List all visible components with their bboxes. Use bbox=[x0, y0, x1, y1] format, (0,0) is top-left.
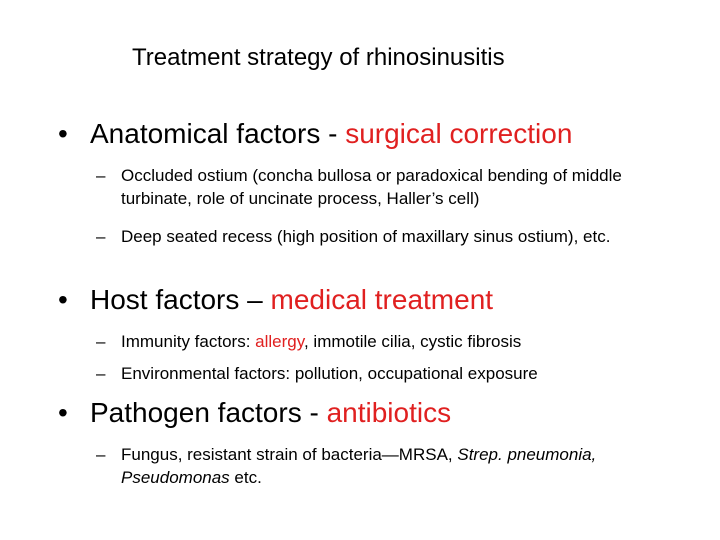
bullet-label: Pathogen factors - bbox=[90, 397, 327, 428]
sub-item bbox=[96, 362, 696, 385]
sub-text bbox=[96, 443, 696, 489]
bullet-highlight: antibiotics bbox=[326, 397, 452, 428]
bullet-highlight: medical treatment bbox=[270, 284, 494, 315]
sub-dash: – bbox=[96, 166, 106, 185]
bullet-host-factors bbox=[58, 284, 493, 316]
sub-text: Environmental factors: pollution, occupational exposure bbox=[121, 364, 538, 383]
sub-text-part: Fungus, resistant strain of bacteria—MRSA, bbox=[121, 445, 458, 464]
bullet-marker: • bbox=[58, 397, 68, 428]
bullet-label: Anatomical factors - bbox=[90, 118, 346, 149]
sub-text: Deep seated recess (high position of maxillary sinus ostium), etc. bbox=[121, 227, 611, 246]
sub-text: Occluded ostium (concha bullosa or paradoxical bending of middle turbinate, role of uncinate process, Haller’s cell) bbox=[121, 166, 622, 208]
sub-dash: – bbox=[96, 227, 106, 246]
bullet-highlight: surgical correction bbox=[345, 118, 573, 149]
bullet-marker: • bbox=[58, 284, 68, 315]
sub-text bbox=[96, 330, 696, 353]
sub-dash: – bbox=[96, 364, 106, 383]
sub-item bbox=[96, 225, 696, 248]
sub-text-italic: Pseudomonas bbox=[121, 468, 230, 487]
bullet-anatomical-factors bbox=[58, 118, 572, 150]
sub-text-part: etc. bbox=[229, 468, 262, 487]
sub-dash: – bbox=[96, 332, 106, 351]
bullet-pathogen-factors bbox=[58, 397, 451, 429]
sub-item bbox=[96, 330, 696, 353]
sub-text-highlight: allergy bbox=[255, 332, 304, 351]
bullet-label: Host factors – bbox=[90, 284, 271, 315]
sub-item bbox=[96, 443, 696, 489]
sub-dash: – bbox=[96, 445, 106, 464]
bullet-marker: • bbox=[58, 118, 68, 149]
sub-text-part: , immotile cilia, cystic fibrosis bbox=[303, 332, 522, 351]
sub-text-part: Immunity factors: bbox=[121, 332, 256, 351]
slide-title: Treatment strategy of rhinosinusitis bbox=[132, 44, 505, 71]
sub-item bbox=[96, 164, 696, 210]
sub-text-italic: Strep. pneumonia, bbox=[457, 445, 597, 464]
